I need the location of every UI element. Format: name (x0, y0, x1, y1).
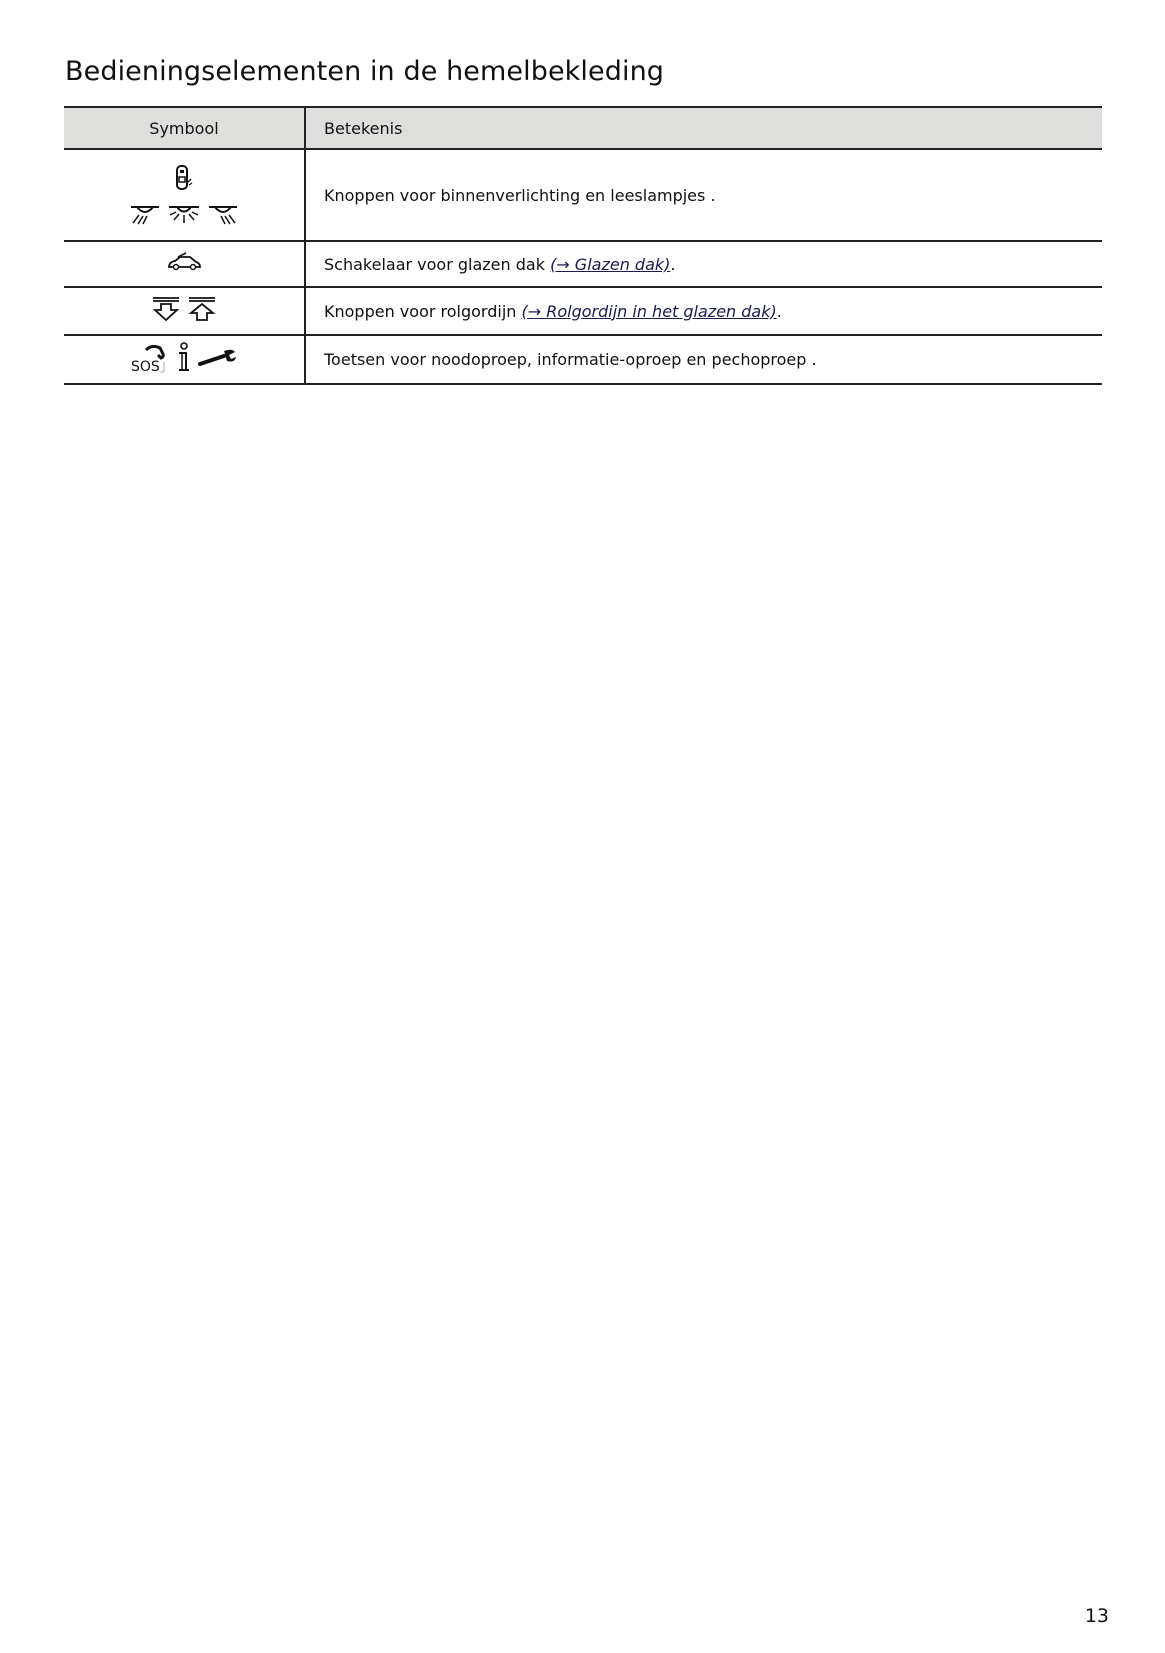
symbol-cell (64, 287, 305, 335)
symbol-cell (64, 335, 305, 384)
meaning-cell (305, 335, 1102, 384)
glass-roof-icon (166, 252, 202, 272)
info-call-icon (176, 342, 192, 374)
symbol-cell (64, 241, 305, 287)
reading-lamp-right-icon (207, 203, 239, 225)
meaning-cell (305, 241, 1102, 287)
controls-table (64, 106, 1102, 385)
page-number: 13 (1084, 1605, 1109, 1627)
table-row (64, 149, 1102, 241)
meaning-text: Knoppen voor binnenverlichting en leeslampjes . (324, 185, 716, 205)
page-title: Bedieningselementen in de hemelbekleding (65, 56, 665, 87)
table-row (64, 241, 1102, 287)
meaning-cell (305, 149, 1102, 241)
meaning-cell (305, 287, 1102, 335)
meaning-end: . (776, 301, 782, 321)
door-light-icon (175, 165, 193, 193)
table-row (64, 287, 1102, 335)
sunblind-close-icon (151, 296, 181, 322)
reading-lamp-left-icon (129, 203, 161, 225)
table-header-row (64, 107, 1102, 149)
link-glazen-dak[interactable]: (→ Glazen dak) (550, 254, 671, 274)
meaning-end: . (670, 254, 676, 274)
meaning-text: Schakelaar voor glazen dak (324, 254, 551, 274)
sunblind-open-icon (187, 296, 217, 322)
interior-light-icon (167, 203, 201, 225)
symbol-cell (64, 149, 305, 241)
breakdown-call-icon (198, 346, 238, 370)
table-row (64, 335, 1102, 384)
header-meaning: Betekenis (305, 107, 1102, 149)
link-rolgordijn[interactable]: (→ Rolgordijn in het glazen dak) (521, 301, 777, 321)
header-symbol: Symbool (64, 107, 305, 149)
svg-text:SOS: SOS (131, 358, 160, 374)
meaning-text: Toetsen voor noodoproep, informatie-oproep en pechoproep . (324, 350, 817, 369)
meaning-text: Knoppen voor rolgordijn (324, 301, 522, 321)
sos-call-icon (130, 342, 170, 374)
